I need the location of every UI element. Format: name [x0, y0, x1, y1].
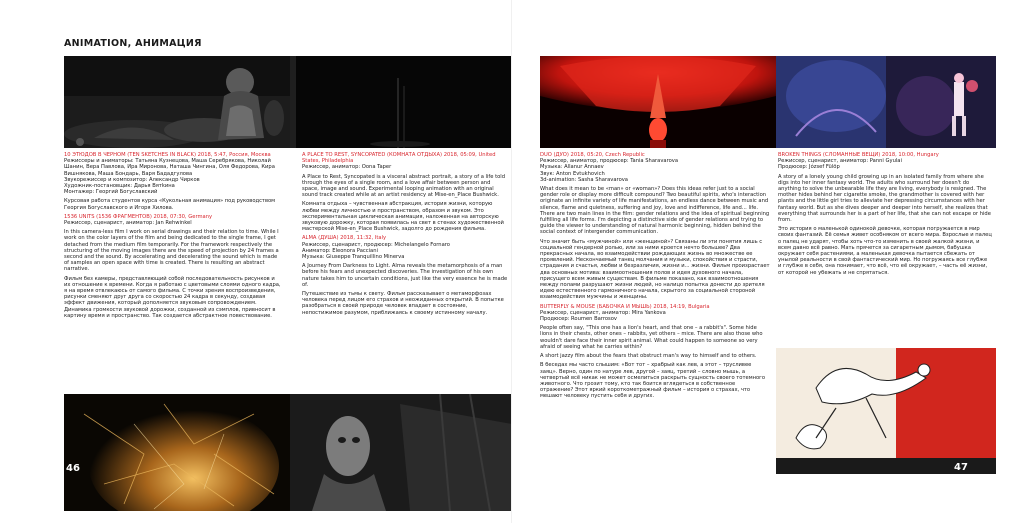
- credits-butterfly-mouse: [540, 310, 770, 322]
- synopsis-1536-units-ru: Фильм без камеры, представляющий собой последовательность рисунков и их отношение к времени. Когда я работаю с цветовыми слоями одного кадра, я на время отвлекаюсь от самого фильма. С точки зрения воспроизведения, рисунки сменяют друг друга со скоростью 24 кадра в секунду, создавая эффект движения, который дополняется звуковым сопровождением. Динамика громкости звуковой дорожки, созданной из сэмплов, привносит в картину время и пространство. Так создается абстрактное повествование.: [64, 275, 281, 319]
- right-page: [512, 0, 1024, 523]
- entry-title-butterfly-mouse: BUTTERFLY & MOUSE (БАБОЧКА И МЫШЬ) 2018, 14:19, Bulgaria: [540, 303, 710, 310]
- synopsis-alma-en: A Journey From Darkness to Light. Alma reveals the metamorphosis of a man before his fears and unexpected discoveries. The investigation of his own nature takes him to uncertain conditions, just like the very essence he is made of.: [302, 263, 508, 288]
- credit-line: Монтажер: Георгий Богуславский: [64, 189, 158, 196]
- credit-line: Режиссер, аниматор: Oona Taper: [302, 164, 392, 171]
- credit-line: Продюсер: Roumen Barrosov: [540, 316, 617, 323]
- credit-line: Продюсер: József Fülöp: [778, 164, 840, 171]
- credits-1536-units: [64, 220, 282, 226]
- credit-line: Режиссер, сценарист, продюсер: Michelangelo Fornaro: [302, 241, 450, 248]
- entry-title-ten-sketches: 10 ЭТЮДОВ В ЧЕРНОМ (TEN SKETCHES IN BLACK) 2018, 5:47, Россия, Москва: [64, 152, 271, 158]
- credit-line: Художник-постановщик: Дарья Вятkина: [64, 183, 175, 190]
- section-title: ANIMATION, АНИМАЦИЯ: [64, 38, 202, 49]
- synopsis-butterfly-mouse-en-1: People often say, "This one has a lion's heart, and that one – a rabbit's". Some hide lions in their chests, other ones – rabbits, yet others – mice. There are also those who wouldn't dare face their inner spirit animal. What could happen to someone so very afraid of seeing what he carries within?: [540, 325, 763, 350]
- right-column-1: [540, 152, 770, 403]
- synopsis-1536-units-en: In this camera-less film I work on serial drawings and their relation to time. While I work on the color layers of the film and being dedicated to the single frame, I get detached from the medium film temporarily. For the framework respectively the structuring of the moving images there are the speed of projection by 24 frames a second and the sound. By accelerating and decelerating the sound which is made of samples an open space with time is created. There is resulting an abstract narrative.: [64, 229, 279, 273]
- left-column-2: [302, 152, 508, 319]
- credit-line: Музыка: Allanur Annaev: [540, 164, 604, 171]
- credits-alma: [302, 242, 508, 261]
- entry-title-broken-things: BROKEN THINGS (СЛОМАННЫЕ ВЕЩИ) 2018, 10:00, Hungary: [778, 152, 939, 158]
- synopsis-place-to-rest-en: A Place to Rest, Syncopated is a visceral abstract portrait, a story of a life told through the eyes of a single room, and a love affair between person and space, image and sound. Experimental looping animation with an original sound track created while at an artist residency at Mise-en_Place Bushwick.: [302, 173, 506, 199]
- credits-broken-things: [778, 158, 992, 170]
- credit-line: Звукорежиссер и композитор: Александр Чирков: [64, 176, 200, 183]
- synopsis-duo-ru: Что значит быть «мужчиной» или «женщиной»? Связаны ли эти понятия лишь с социальной гендерной ролью, или за ними кроется нечто большее? Два прекрасных начала, во взаимодействии рождающих жизнь во множестве ее проявлений. Нескончаемый танец молчания и музыки, спокойствия и страсти, страдания и счастья, любви и безразличия, жизни и... жизни. Фильм произрастает два основных мотива: взаимоотношения полов и идея духовного начала, присущего всем живым существам. В фильме показано, как взаимоотношения между полами разрушают жизни людей, но налицо попытка донести до зрителя идею естественного гармоничного начала, скрытого за социальной стороной взаимодействия мужчины и женщины.: [540, 238, 770, 301]
- synopsis-place-to-rest-ru: Комната отдыха – чувственная абстракция, история жизни, которую любви между личностью и пространством, образом и звуком. Это экспериментальная циклическая анимация, наложенная на авторскую звуковую дорожку, которая появилась на свет в стенах художественной мастерской Mise-en_Place Bushwick, задолго до рождения фильма.: [302, 201, 504, 233]
- entry-title-alma: ALMA (ДУША) 2018, 11:32, Italy: [302, 235, 387, 242]
- synopsis-broken-things-ru: Это история о маленькой одинокой девочке, которая погружается в мир своих фантазий. Её семья живет особняком от всего мира. Взрослые и палец о палец не ударят, чтобы хоть что-то изменить в своей жалкой жизни, и всем давно всё равно. Мать прячется за сигаретным дымом, бабушка окружает себя растениями, а маленькая девочка пытается сбежать от унылой реальности в свой фантастический мир. Но погружаясь все глубже и глубже в себя, она понимает, что всё, что её окружает, – часть её жизни, от которой не убежать и не спрятаться.: [778, 226, 992, 276]
- credits-place-to-rest: [302, 164, 508, 170]
- photo-broken-things: [776, 56, 996, 148]
- entry-title-place-to-rest: A PLACE TO REST, SYNCOPATED (КОМНАТА ОТДЫХА) 2018, 05:09, United States, Philadelphia: [302, 152, 496, 165]
- synopsis-alma-ru: Путешествие из тьмы к свету. Фильм рассказывает о метаморфозах человека перед лицом его страхов и неожиданных открытий. В попытке разобраться в своей природе человек впадает в состояние, непостижимое разумом, приближаясь к своему истинному началу.: [302, 291, 504, 316]
- credit-line: Режиссеры и аниматоры: Татьяна Кузнецова, Маша Серебрякова, Николай Шанин, Вера Павлова, Ира Миронова, Наташа Чингина, Оля Федорова, Кира Вишнякова, Маша Бондарь, Варя Бададгулова: [64, 158, 275, 177]
- photo-butterfly-mouse: [776, 348, 996, 474]
- synopsis-ten-sketches-ru: Курсовая работа студентов курса «Кукольная анимация» под руководством Георгия Богуславского и Игоря Хилова.: [64, 198, 276, 211]
- credit-line: Режиссер, аниматор, продюсер: Tania Sharavarova: [540, 158, 679, 165]
- entry-title-1536-units: 1536 UNITS (1536 ФРАГМЕНТОВ) 2018, 07:30, Germany: [64, 213, 213, 220]
- credits-duo: [540, 158, 770, 183]
- synopsis-broken-things-en: A story of a lonely young child growing up in an isolated family from where she digs into her inner fantasy world. The adults who surround her doesn't do anything to solve the unbearable life they are living, everybody is resigned. The mother hides behind her cigarette smoke, the grandmother is covered with her plants and the little girl tries to alleviate her depressing circumstances with her fantasy world. But as she dives deeper and deeper into herself, she realizes that everything that surrounds her is a part of her life, that she can not escape or hide from.: [778, 173, 991, 224]
- credit-line: Режиссер, сценарист, аниматор: Mira Yankova: [540, 309, 666, 316]
- credit-line: Режиссер, сценарист, аниматор: Jan Rehwinkel: [64, 220, 192, 227]
- photo-alma: [290, 394, 512, 511]
- credits-ten-sketches: [64, 158, 282, 195]
- synopsis-butterfly-mouse-ru: В беседах мы часто слышим: «Вот тот – храбрый как лев, а этот – трусливее заяц». Верно, один по натуре лев, другой – заяц, третий – словно мышь, а четвертый всё никак не может осмелиться раскрыть сущность своего тотемного животного. Что грозит тому, кто так боится вглядеться в собственное отражение? Этот яркий короткометражный фильм – история о страхах, что мешают человеку пустить себя и других.: [540, 362, 766, 400]
- photo-1536-units: [64, 394, 290, 511]
- credit-line: Музыка: Giuseppe Tranquillino Minerva: [302, 254, 405, 261]
- entry-title-duo: DUO (ДУО) 2018, 05:20, Czech Republic: [540, 152, 645, 158]
- page-number-left: 46: [66, 463, 80, 474]
- page-number-right: 47: [954, 462, 968, 473]
- credit-line: 3d-animation: Sasha Sharavarova: [540, 176, 628, 183]
- photo-ten-sketches: [64, 56, 290, 148]
- credit-line: Режиссер, сценарист, аниматор: Panni Gyulai: [778, 158, 902, 165]
- photo-place-to-rest: [290, 56, 512, 148]
- credit-line: Звук: Anton Evtukhovich: [540, 170, 605, 177]
- credit-line: Аниматор: Eleonora Pacciani: [302, 247, 378, 254]
- photo-duo: [540, 56, 776, 148]
- synopsis-butterfly-mouse-en-2: A short jazzy film about the fears that obstruct man's way to himself and to others.: [540, 353, 757, 360]
- synopsis-duo-en: What does it mean to be «man» or «woman»? Does this ideas refer just to a social gender role or display more difficult compound? Two beautiful spirits, who's interaction originate an infinite variety of life manifestations, an endless dance between music and silence, flame and quietness, suffering and joy, love and indifference, life and... life. There are two main lines in the film: gender relations and the idea of spiritual beginning fulfilling all life forms. I'm depicting a distinctive side of gender relations and trying to guide the viewer to understanding of natural harmonic beginning, hidden behind the social context of intergender communication.: [540, 186, 770, 236]
- right-column-2: [778, 152, 992, 279]
- left-column-1: [64, 152, 282, 322]
